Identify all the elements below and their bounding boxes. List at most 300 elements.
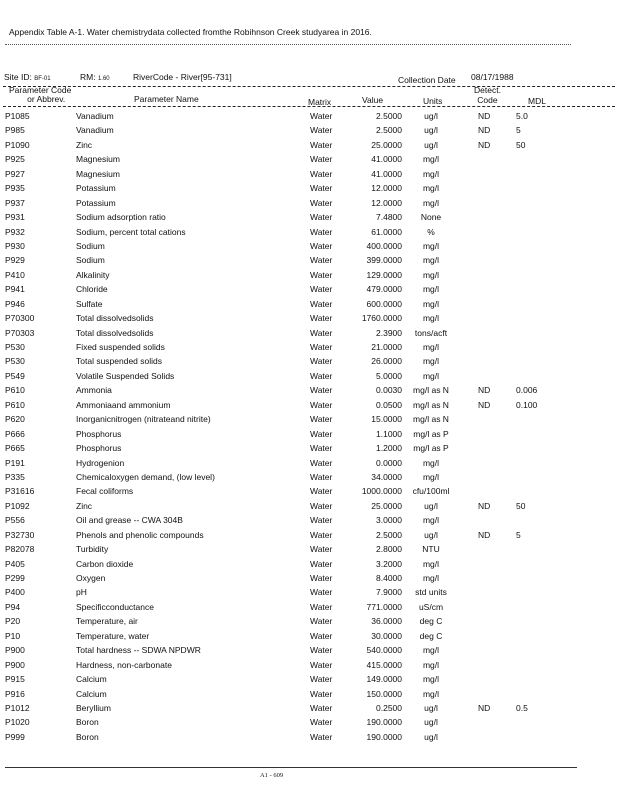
table-row [0, 153, 618, 167]
units-cell: tons/acft [414, 327, 448, 338]
table-row [0, 124, 618, 138]
site-id-value: BF-01 [34, 76, 51, 82]
param-name-cell: Total hardness -- SDWA NPDWR [76, 645, 201, 656]
param-code-cell: P410 [5, 269, 25, 280]
units-cell: ug/l [424, 125, 438, 136]
matrix-cell: Water [310, 674, 333, 685]
units-cell: ug/l [424, 702, 438, 713]
value-cell: 34.0000 [371, 471, 402, 482]
matrix-cell: Water [310, 327, 333, 338]
param-name-cell: Ammonia [76, 385, 112, 396]
value-cell: 0.0500 [376, 399, 402, 410]
table-row [0, 586, 618, 600]
table-row [0, 182, 618, 196]
units-cell: mg/l [422, 573, 440, 583]
matrix-cell: Water [310, 601, 333, 612]
units-cell: NTU [422, 544, 440, 555]
river-mile [80, 72, 110, 82]
collection-date: 08/17/1988 [471, 72, 514, 82]
value-cell: 190.0000 [366, 731, 402, 742]
units-cell: mg/l [422, 183, 440, 194]
header-top-rule [3, 86, 615, 87]
param-name-cell: Volatile Suspended Solids [76, 370, 175, 381]
matrix-cell: Water [310, 457, 333, 468]
units-cell: mg/l [422, 284, 440, 295]
matrix-cell: Water [310, 284, 333, 295]
param-name-cell: pH [76, 587, 87, 598]
table-row [0, 413, 618, 427]
matrix-cell: Water [310, 385, 333, 396]
site-id [4, 72, 51, 82]
value-cell: 25.0000 [371, 139, 402, 150]
matrix-cell: Water [310, 183, 333, 194]
param-code-cell: P405 [5, 558, 25, 569]
param-code-cell: P20 [5, 616, 21, 627]
value-cell: 26.0000 [371, 356, 402, 367]
mdl-header: MDL [528, 96, 546, 106]
param-code-cell: P620 [5, 414, 25, 425]
param-code-cell: P10 [5, 630, 21, 641]
units-cell: mg/l [422, 168, 440, 179]
param-name-cell: Calcium [76, 688, 107, 699]
value-cell: 0.0000 [376, 457, 402, 468]
param-name-cell: Hardness, non-carbonate [76, 659, 172, 670]
table-row [0, 355, 618, 369]
table-row [0, 630, 618, 644]
param-name-cell: Chemicaloxygen demand, (low level) [76, 471, 215, 482]
param-code-cell: P946 [5, 298, 25, 309]
param-code-cell: P941 [5, 284, 25, 295]
table-row [0, 197, 618, 211]
param-code-header-line2: or Abbrev. [27, 94, 66, 104]
matrix-cell: Water [310, 139, 333, 150]
param-name-cell: Vanadium [76, 125, 114, 136]
param-code-cell: P1092 [5, 500, 30, 511]
matrix-cell: Water [310, 212, 333, 223]
param-code-cell: P937 [5, 197, 25, 208]
units-cell: mg/l [422, 269, 440, 280]
matrix-cell: Water [310, 197, 333, 208]
param-code-cell: P191 [5, 457, 25, 468]
value-cell: 1.2000 [376, 443, 402, 454]
table-row [0, 572, 618, 586]
param-name-cell: Fecal coliforms [76, 486, 134, 497]
param-code-header-line1: Parameter Code [9, 85, 72, 95]
param-code-cell: P931 [5, 212, 25, 223]
param-code-cell: P930 [5, 240, 25, 251]
value-cell: 771.0000 [366, 601, 402, 612]
units-cell: mg/l as P [413, 428, 449, 439]
param-name-cell: Potassium [76, 183, 116, 194]
value-cell: 0.0030 [376, 385, 402, 396]
param-name-cell: Vanadium [76, 111, 114, 121]
matrix-cell: Water [310, 342, 333, 352]
table-row [0, 688, 618, 702]
param-code-cell: P530 [5, 342, 25, 352]
table-row [0, 457, 618, 471]
param-code-cell: P1012 [5, 702, 30, 713]
matrix-cell: Water [310, 500, 333, 511]
units-cell: mg/l as N [413, 385, 449, 396]
mdl-cell: 50 [516, 139, 526, 150]
param-code-header [9, 86, 71, 104]
units-cell: mg/l [422, 255, 440, 266]
matrix-cell: Water [310, 443, 333, 454]
param-name-header: Parameter Name [134, 94, 199, 104]
matrix-cell: Water [310, 731, 333, 742]
param-name-cell: Zinc [76, 139, 93, 150]
units-cell: mg/l [422, 313, 440, 324]
value-cell: 5.0000 [376, 370, 402, 381]
value-cell: 129.0000 [366, 269, 402, 280]
units-cell: mg/l [422, 471, 440, 482]
table-row [0, 529, 618, 543]
param-code-cell: P929 [5, 255, 25, 266]
detect-code-cell: ND [478, 139, 491, 150]
param-code-cell: P985 [5, 125, 25, 136]
table-row [0, 716, 618, 730]
value-cell: 540.0000 [366, 645, 402, 656]
units-cell: mg/l [422, 197, 440, 208]
table-row [0, 283, 618, 297]
matrix-cell: Water [310, 428, 333, 439]
param-code-cell: P915 [5, 674, 25, 685]
matrix-cell: Water [310, 486, 333, 497]
value-cell: 190.0000 [366, 717, 402, 728]
matrix-cell: Water [310, 240, 333, 251]
matrix-cell: Water [310, 573, 333, 583]
table-row [0, 702, 618, 716]
mdl-cell: 5 [516, 125, 521, 136]
param-code-cell: P1020 [5, 717, 30, 728]
detect-header-line2: Code [477, 95, 498, 105]
units-cell: mg/l [422, 154, 440, 165]
param-name-cell: Boron [76, 717, 99, 728]
param-code-cell: P900 [5, 645, 25, 656]
param-name-cell: Temperature, air [76, 616, 138, 627]
param-name-cell: Sodium [76, 240, 105, 251]
table-row [0, 644, 618, 658]
value-cell: 3.2000 [376, 558, 402, 569]
table-row [0, 485, 618, 499]
units-cell: uS/cm [418, 601, 444, 612]
table-caption: Appendix Table A-1. Water chemistrydata collected fromthe Robihnson Creek studyarea in 2016. [9, 27, 372, 37]
param-name-cell: Sodium adsorption ratio [76, 212, 166, 223]
table-row [0, 442, 618, 456]
param-code-cell: P31616 [5, 486, 35, 497]
units-cell: std units [415, 587, 447, 598]
param-code-cell: P610 [5, 399, 25, 410]
table-row [0, 659, 618, 673]
param-code-cell: P927 [5, 168, 25, 179]
value-cell: 2.5000 [376, 125, 402, 136]
param-code-cell: P549 [5, 370, 25, 381]
matrix-cell: Water [310, 529, 333, 540]
value-cell: 30.0000 [371, 630, 402, 641]
param-name-cell: Beryllium [76, 702, 111, 713]
param-name-cell: Hydrogenion [76, 457, 125, 468]
param-name-cell: Calcium [76, 674, 107, 685]
table-row [0, 327, 618, 341]
param-code-cell: P70303 [5, 327, 35, 338]
units-cell: mg/l [422, 240, 440, 251]
matrix-cell: Water [310, 587, 333, 598]
matrix-cell: Water [310, 125, 333, 136]
units-cell: mg/l [422, 645, 440, 656]
units-cell: ug/l [424, 731, 438, 742]
param-name-cell: Fixed suspended solids [76, 342, 165, 352]
table-row [0, 139, 618, 153]
table-row [0, 543, 618, 557]
param-name-cell: Total dissolvedsolids [76, 313, 154, 324]
value-cell: 399.0000 [366, 255, 402, 266]
param-code-cell: P1090 [5, 139, 30, 150]
value-cell: 149.0000 [366, 674, 402, 685]
param-code-cell: P610 [5, 385, 25, 396]
value-cell: 479.0000 [366, 284, 402, 295]
units-cell: ug/l [424, 500, 438, 511]
detect-header-line1: Detect. [474, 85, 501, 95]
param-code-cell: P916 [5, 688, 25, 699]
table-row [0, 399, 618, 413]
units-cell: mg/l [422, 688, 440, 699]
table-row [0, 226, 618, 240]
param-code-cell: P665 [5, 443, 25, 454]
param-code-cell: P400 [5, 587, 25, 598]
units-cell: deg C [419, 616, 443, 627]
matrix-cell: Water [310, 414, 333, 425]
river-code: RiverCode - River[95-731] [133, 72, 232, 82]
value-cell: 600.0000 [366, 298, 402, 309]
value-cell: 415.0000 [366, 659, 402, 670]
matrix-cell: Water [310, 226, 333, 237]
matrix-cell: Water [310, 370, 333, 381]
value-cell: 21.0000 [371, 342, 402, 352]
value-cell: 2.5000 [376, 111, 402, 121]
units-cell: mg/l [422, 298, 440, 309]
units-cell: mg/l [422, 558, 440, 569]
detect-code-cell: ND [478, 399, 491, 410]
value-cell: 400.0000 [366, 240, 402, 251]
matrix-cell: Water [310, 399, 333, 410]
rm-label: RM: [80, 72, 96, 82]
data-table [0, 110, 618, 745]
param-name-cell: Inorganicnitrogen (nitrateand nitrite) [76, 414, 211, 425]
param-code-cell: P900 [5, 659, 25, 670]
param-name-cell: Specificconductance [76, 601, 154, 612]
matrix-cell: Water [310, 702, 333, 713]
matrix-cell: Water [310, 269, 333, 280]
matrix-cell: Water [310, 616, 333, 627]
units-cell: mg/l as N [413, 414, 449, 425]
param-name-cell: Carbon dioxide [76, 558, 134, 569]
param-name-cell: Total suspended solids [76, 356, 163, 367]
matrix-cell: Water [310, 544, 333, 555]
value-cell: 12.0000 [371, 183, 402, 194]
mdl-cell: 0.5 [516, 702, 528, 713]
param-name-cell: Sodium [76, 255, 105, 266]
value-cell: 61.0000 [371, 226, 402, 237]
param-code-cell: P999 [5, 731, 25, 742]
table-row [0, 471, 618, 485]
table-row [0, 370, 618, 384]
detect-code-cell: ND [478, 500, 491, 511]
value-cell: 2.3900 [376, 327, 402, 338]
value-cell: 36.0000 [371, 616, 402, 627]
value-cell: 41.0000 [371, 154, 402, 165]
detect-code-cell: ND [478, 529, 491, 540]
footer-rule [5, 767, 577, 768]
detect-code-cell: ND [478, 125, 491, 136]
matrix-cell: Water [310, 645, 333, 656]
table-row [0, 341, 618, 355]
detect-code-cell: ND [478, 111, 491, 121]
units-cell: mg/l [422, 342, 440, 352]
units-cell: None [420, 212, 442, 223]
site-id-label: Site ID: [4, 72, 32, 82]
matrix-cell: Water [310, 688, 333, 699]
param-name-cell: Chloride [76, 284, 108, 295]
matrix-cell: Water [310, 471, 333, 482]
matrix-cell: Water [310, 255, 333, 266]
table-row [0, 514, 618, 528]
units-cell: ug/l [424, 139, 438, 150]
table-row [0, 601, 618, 615]
matrix-cell: Water [310, 515, 333, 526]
param-name-cell: Magnesium [76, 168, 120, 179]
detect-code-cell: ND [478, 702, 491, 713]
table-row [0, 110, 618, 124]
value-cell: 2.8000 [376, 544, 402, 555]
mdl-cell: 0.100 [516, 399, 538, 410]
param-name-cell: Sodium, percent total cations [76, 226, 186, 237]
matrix-cell: Water [310, 558, 333, 569]
units-cell: ug/l [424, 529, 438, 540]
value-cell: 3.0000 [376, 515, 402, 526]
mdl-cell: 0.006 [516, 385, 538, 396]
value-cell: 7.4800 [376, 212, 402, 223]
detect-code-cell: ND [478, 385, 491, 396]
units-cell: mg/l [422, 356, 440, 367]
param-code-cell: P299 [5, 573, 25, 583]
value-cell: 0.2500 [376, 702, 402, 713]
header-bottom-rule [3, 106, 615, 107]
units-cell: cfu/100ml [412, 486, 450, 497]
matrix-cell: Water [310, 111, 333, 121]
units-cell: mg/l [422, 370, 440, 381]
table-row [0, 312, 618, 326]
param-code-cell: P335 [5, 471, 25, 482]
param-name-cell: Boron [76, 731, 99, 742]
param-name-cell: Oil and grease -- CWA 304B [76, 515, 183, 526]
value-header: Value [362, 95, 384, 105]
table-row [0, 384, 618, 398]
param-code-cell: P70300 [5, 313, 35, 324]
mdl-cell: 5.0 [516, 111, 528, 121]
param-name-cell: Ammoniaand ammonium [76, 399, 171, 410]
table-row [0, 254, 618, 268]
param-code-cell: P530 [5, 356, 25, 367]
units-cell: mg/l as N [413, 399, 449, 410]
table-row [0, 558, 618, 572]
value-cell: 7.9000 [376, 587, 402, 598]
units-cell: mg/l as P [413, 443, 449, 454]
value-cell: 1.1000 [376, 428, 402, 439]
table-row [0, 168, 618, 182]
matrix-cell: Water [310, 154, 333, 165]
param-code-cell: P82078 [5, 544, 35, 555]
detect-code-header [474, 86, 501, 105]
value-cell: 25.0000 [371, 500, 402, 511]
param-code-cell: P556 [5, 515, 25, 526]
param-name-cell: Zinc [76, 500, 93, 511]
value-cell: 150.0000 [366, 688, 402, 699]
param-name-cell: Phosphorus [76, 428, 122, 439]
param-name-cell: Temperature, water [76, 630, 150, 641]
param-name-cell: Total dissolvedsolids [76, 327, 154, 338]
param-code-cell: P932 [5, 226, 25, 237]
table-row [0, 428, 618, 442]
table-row [0, 673, 618, 687]
page-number: A1 - 609 [260, 772, 284, 779]
units-cell: ug/l [424, 717, 438, 728]
table-row [0, 500, 618, 514]
table-row [0, 615, 618, 629]
param-name-cell: Magnesium [76, 154, 120, 165]
units-cell: ug/l [424, 111, 438, 121]
table-row [0, 731, 618, 745]
param-name-cell: Alkalinity [76, 269, 110, 280]
matrix-header: Matrix [308, 97, 332, 107]
table-row [0, 298, 618, 312]
param-code-cell: P935 [5, 183, 25, 194]
units-cell: mg/l [422, 457, 440, 468]
mdl-cell: 50 [516, 500, 526, 511]
units-cell: mg/l [422, 659, 440, 670]
matrix-cell: Water [310, 630, 333, 641]
table-row [0, 240, 618, 254]
table-row [0, 211, 618, 225]
value-cell: 1760.0000 [361, 313, 402, 324]
param-name-cell: Phenols and phenolic compounds [76, 529, 204, 540]
param-code-cell: P1085 [5, 111, 30, 121]
value-cell: 15.0000 [371, 414, 402, 425]
units-cell: mg/l [422, 674, 440, 685]
matrix-cell: Water [310, 168, 333, 179]
units-header: Units [423, 96, 443, 106]
units-cell: mg/l [422, 515, 440, 526]
value-cell: 41.0000 [371, 168, 402, 179]
rm-value: 1.60 [97, 76, 110, 82]
value-cell: 8.4000 [376, 573, 402, 583]
param-code-cell: P666 [5, 428, 25, 439]
param-name-cell: Phosphorus [76, 443, 122, 454]
param-code-cell: P94 [5, 601, 21, 612]
param-name-cell: Sulfate [76, 298, 103, 309]
matrix-cell: Water [310, 659, 333, 670]
value-cell: 1000.0000 [361, 486, 402, 497]
table-row [0, 269, 618, 283]
param-code-cell: P925 [5, 154, 25, 165]
matrix-cell: Water [310, 356, 333, 367]
matrix-cell: Water [310, 298, 333, 309]
collection-date-label: Collection Date [398, 75, 456, 85]
units-cell: deg C [419, 630, 443, 641]
param-name-cell: Potassium [76, 197, 116, 208]
units-cell: % [427, 226, 435, 237]
param-name-cell: Oxygen [76, 573, 106, 583]
matrix-cell: Water [310, 717, 333, 728]
